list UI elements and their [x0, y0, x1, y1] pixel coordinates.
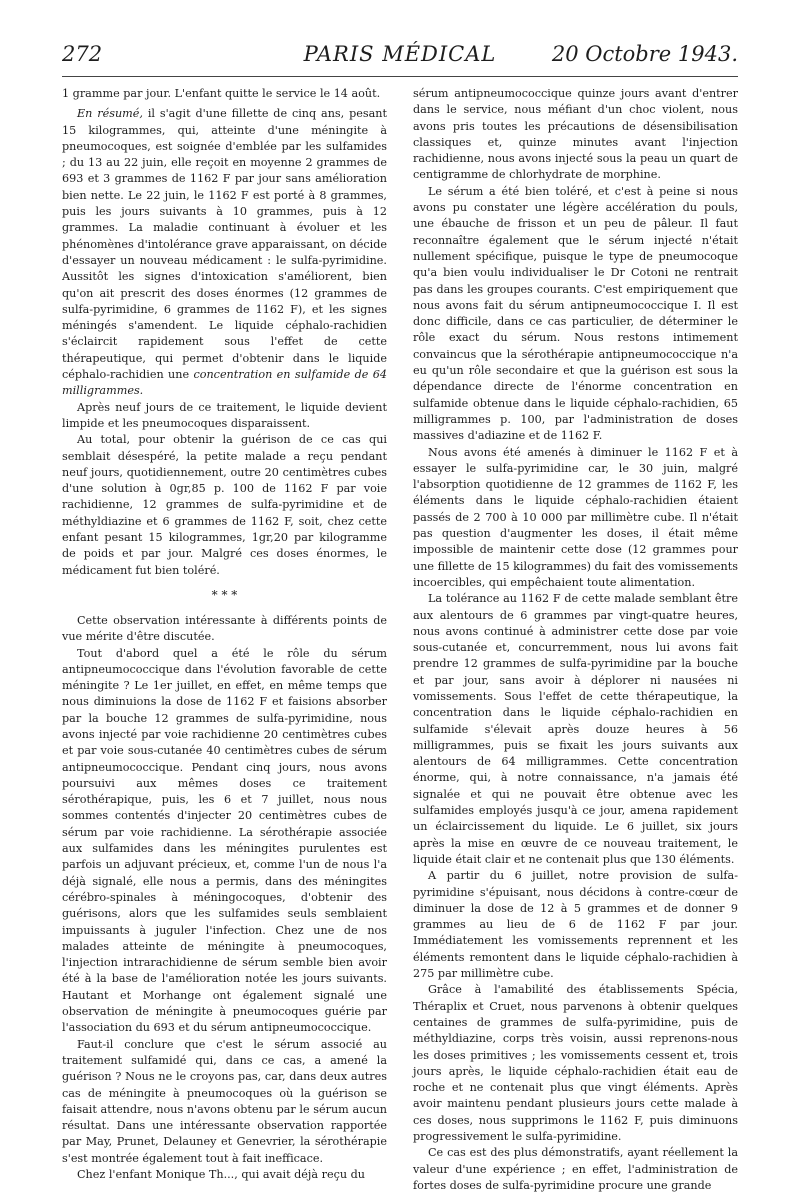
paragraph-tail: concentration en sulfamide de 64 milligrammes.: [62, 368, 388, 398]
paragraph: sérum antipneumococcique quinze jours avant d'entrer dans le service, nous méfiant d'un choc violent, nous avons pris toutes les précautions de désensibilisation classiques et, quinze minutes avant l'injection rachidienne, nous avons injecté sous la peau un quart de centigramme de chlorhydrate de morphine.: [413, 87, 738, 182]
paragraph: Le sérum a été bien toléré, et c'est à peine si nous avons pu constater une légère accélération du pouls, une ébauche de frisson et un peu de pâleur. Il faut reconnaître également que le sérum injecté n'était nullement spécifique, puisque le type de pneumocoque qu'a bien voulu individualiser le Dr Cotoni ne rentrait pas dans les groupes courants. C'est empiriquement que nous avons fait du sérum antipneumococcique I. Il est donc difficile, dans ce cas particulier, de déterminer le rôle exact du sérum. Nous restons intimement convaincus que la sérothérapie antipneumococcique n'a eu qu'un rôle secondaire et que la guérison est sous la dépendance directe de l'énorme concentration en sulfamide obtenue dans le liquide céphalo-rachidien, 65 milligrammes p. 100, par l'administration de doses massives d'adiazine et de 1162 F.: [413, 184, 738, 443]
paragraph: La tolérance au 1162 F de cette malade semblant être aux alentours de 6 grammes par vingt-quatre heures, nous avons continué à administrer cette dose par voie sous-cutanée et, concurremment, nous lui avons fait prendre 12 grammes de sulfa-pyrimidine par la bouche et par jour, sans avoir à déplorer ni nausées ni vomissements. Sous l'effet de cette thérapeutique, la concentration dans le liquide céphalo-rachidien en sulfamide s'élevait après douze heures à 56 milligrammes, puis se fixait les jours suivants aux alentours de 64 milligrammes. Cette concentration énorme, qui, à notre connaissance, n'a jamais été signalée et qui ne pouvait être obtenue avec les sulfamides employés jusqu'à ce jour, amena rapidement un éclaircissement du liquide. Le 6 juillet, six jours après la mise en œuvre de ce nouveau traitement, le liquide était clair et ne contenait plus que 130 éléments.: [413, 592, 738, 866]
journal-title: PARIS MÉDICAL: [303, 42, 497, 66]
page-number: 272: [62, 42, 103, 66]
paragraph: A partir du 6 juillet, notre provision de sulfa-pyrimidine s'épuisant, nous décidons à contre-cœur de diminuer la dose de 12 à 5 grammes et de donner 9 grammes au lieu de 6 de 1162 F par jour. Immédiatement les vomissements reprennent et les éléments remontent dans le liquide céphalo-rachidien à 275 par millimètre cube.: [413, 869, 738, 981]
paragraph: Au total, pour obtenir la guérison de ce cas qui semblait désespéré, la petite malade a reçu pendant neuf jours, quotidiennement, outre 20 centimètres cubes d'une solution à 0gr,85 p. 100 de 1162 F par voie rachidienne, 12 grammes de sulfa-pyrimidine et de méthyldiazine et 6 grammes de 1162 F, soit, chez cette enfant pesant 15 kilogrammes, 1gr,20 par kilogramme de poids et par jour. Malgré ces doses énormes, le médicament fut bien toléré.: [62, 433, 387, 577]
paragraph: 1 gramme par jour. L'enfant quitte le service le 14 août.: [62, 87, 381, 100]
paragraph: Ce cas est des plus démonstratifs, ayant réellement la valeur d'une expérience ; en effet, l'administration de fortes doses de sulfa-pyrimidine procure une grande: [413, 1146, 738, 1192]
paragraph: Nous avons été amenés à diminuer le 1162 F et à essayer le sulfa-pyrimidine car, le 30 juin, malgré l'absorption quotidienne de 12 grammes de 1162 F, les éléments dans le liquide céphalo-rachidien étaient passés de 2 700 à 10 000 par millimètre cube. Il n'était pas question d'augmenter les doses, il était même impossible de maintenir cette dose (12 grammes pour une fillette de 15 kilogrammes) du fait des vomissements incoercibles, qui empêchaient toute alimentation.: [413, 445, 738, 589]
right-column: [413, 86, 738, 1194]
paragraph-lead: En résumé,: [77, 107, 143, 121]
issue-date: 20 Octobre 1943.: [551, 42, 738, 66]
running-header: [62, 42, 738, 77]
paragraph: Cette observation intéressante à différents points de vue mérite d'être discutée.: [62, 613, 387, 644]
paragraph: Grâce à l'amabilité des établissements Spécia, Théraplix et Cruet, nous parvenons à obtenir quelques centaines de grammes de sulfa-pyrimidine, puis de méthyldiazine, corps très voisin, aussi reprenons-nous les doses primitives ; les vomissements cessent et, trois jours après, le liquide céphalo-rachidien était eau de roche et ne contenait plus que vingt éléments. Après avoir maintenu pendant plusieurs jours cette malade à ces doses, nous supprimons le 1162 F, puis diminuons progressivement le sulfa-pyrimidine.: [413, 983, 738, 1143]
section-separator: * * *: [211, 587, 238, 602]
paragraph-body: il s'agit d'une fillette de cinq ans, pesant 15 kilogrammes, qui, atteinte d'une méningite à pneumocoques, est soignée d'emblée par les sulfamides ; du 13 au 22 juin, elle reçoit en moyenne 2 grammes de 693 et 3 grammes de 1162 F par jour sans amélioration bien nette. Le 22 juin, le 1162 F est porté à 8 grammes, puis les jours suivants à 10 grammes, puis à 12 grammes. La maladie continuant à évoluer et les phénomènes d'intolérance grave apparaissant, on décide d'essayer un nouveau médicament : le sulfa-pyrimidine. Aussitôt les signes d'intoxication s'améliorent, bien qu'on ait prescrit des doses énormes (12 grammes de sulfa-pyrimidine, 6 grammes de 1162 F), et les signes méningés s'amendent. Le liquide céphalo-rachidien s'éclaircit rapidement sous l'effet de cette thérapeutique, qui permet d'obtenir dans le liquide céphalo-rachidien une: [62, 107, 387, 382]
paragraph: Faut-il conclure que c'est le sérum associé au traitement sulfamidé qui, dans ce cas, a amené la guérison ? Nous ne le croyons pas, car, dans deux autres cas de méningite à pneumocoques où la guérison se faisait attendre, nous n'avons obtenu par le sérum aucun résultat. Dans une intéressante observation rapportée par May, Prunet, Delauney et Genevrier, la sérothérapie s'est montrée également tout à fait inefficace.: [62, 1037, 387, 1165]
left-column: [62, 86, 387, 1183]
paragraph: Chez l'enfant Monique Th..., qui avait déjà reçu du: [77, 1168, 365, 1181]
paragraph: [62, 106, 387, 399]
paragraph: Tout d'abord quel a été le rôle du sérum antipneumococcique dans l'évolution favorable de cette méningite ? Le 1er juillet, en effet, en même temps que nous diminuions la dose de 1162 F et faisions absorber par la bouche 12 grammes de sulfa-pyrimidine, nous avons injecté par voie rachidienne 20 centimètres cubes et par voie sous-cutanée 40 centimètres cubes de sérum antipneumococcique. Pendant cinq jours, nous avons poursuivi aux mêmes doses ce traitement sérothérapique, puis, les 6 et 7 juillet, nous nous sommes contentés d'injecter 20 centimètres cubes de sérum par voie rachidienne. La sérothérapie associée aux sulfamides dans les méningites purulentes est parfois un adjuvant précieux, et, comme l'un de nous l'a déjà signalé, elle nous a permis, dans des méningites cérébro-spinales à méningocoques, d'obtenir des guérisons, alors que les sulfamides seuls semblaient impuissants à juguler l'infection. Chez une de nos malades atteinte de méningite à pneumocoques, l'injection intrarachidienne de sérum semble bien avoir été à la base de l'amélioration notée les jours suivants. Hautant et Morhange ont également signalé une observation de méningite à pneumocoques guérie par l'association du 693 et du sérum antipneumococcique.: [62, 646, 387, 1035]
paragraph: Après neuf jours de ce traitement, le liquide devient limpide et les pneumocoques disparaissent.: [62, 400, 387, 430]
